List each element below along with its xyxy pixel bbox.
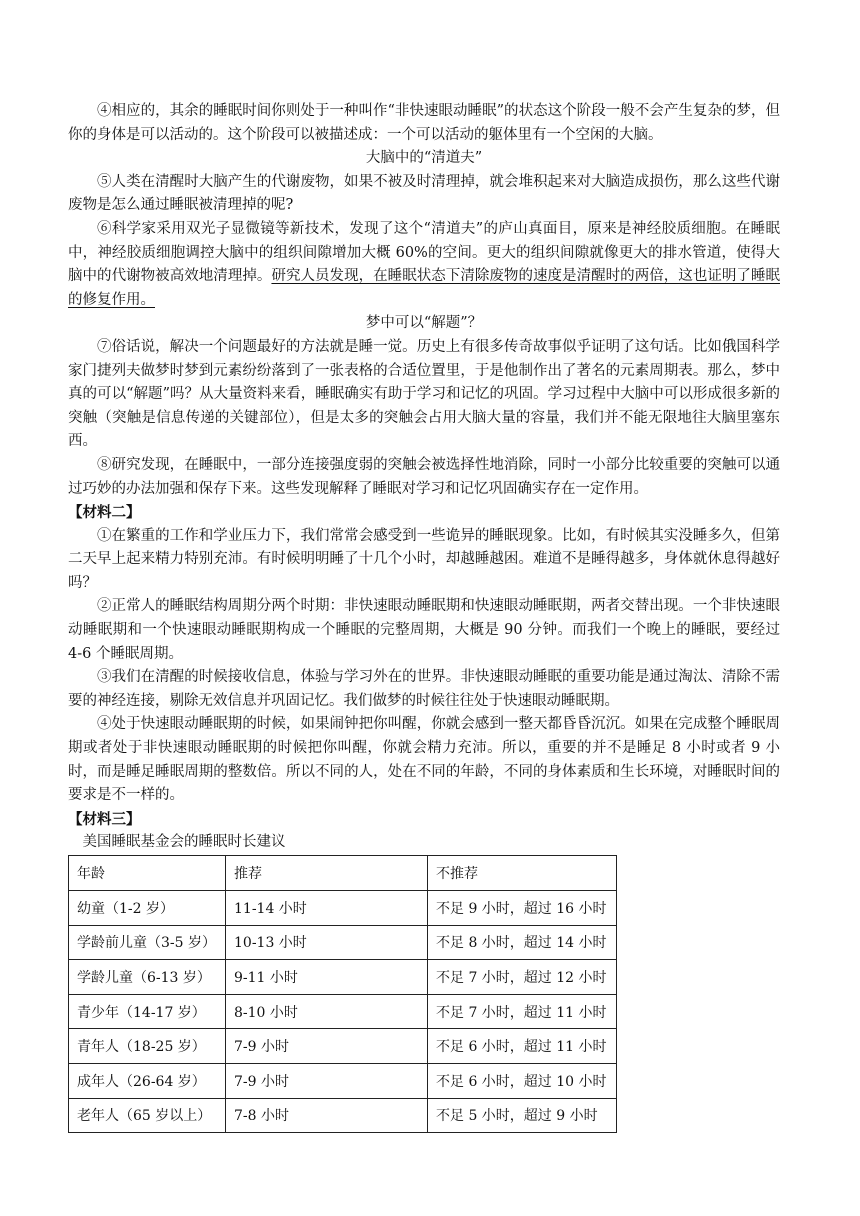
document-page xyxy=(68,100,780,1133)
table-cell: 学龄前儿童（3-5 岁） xyxy=(69,925,226,960)
material-two-paragraph-2: ②正常人的睡眠结构周期分两个时期：非快速眼动睡眠期和快速眼动睡眠期，两者交替出现。一个非快速眼动睡眠期和一个快速眼动睡眠期构成一个睡眠的完整周期，大概是 90 分钟。而我们一个晚上的睡眠，要经过 4-6 个睡眠周期。 xyxy=(68,598,780,662)
section-heading-dream: 梦中可以“解题”？ xyxy=(365,315,483,332)
table-header-cell: 不推荐 xyxy=(428,856,617,891)
paragraph-5: ⑤人类在清醒时大脑产生的代谢废物，如果不被及时清理掉，就会堆积起来对大脑造成损伤，那么这些代谢废物是怎么通过睡眠被清理掉的呢? xyxy=(68,173,780,214)
table-header-row xyxy=(69,856,617,891)
material-two-paragraph-4: ④处于快速眼动睡眠期的时候，如果闹钟把你叫醒，你就会感到一整天都昏昏沉沉。如果在完成整个睡眠周期或者处于非快速眼动睡眠期的时候把你叫醒，你就会精力充沛。所以，重要的并不是睡足 8 小时或者 9 小时，而是睡足睡眠周期的整数倍。所以不同的人，处在不同的年龄，不同的身体素质和生长环境，对睡眠时间的要求是不一样的。 xyxy=(68,716,780,804)
table-cell: 7-9 小时 xyxy=(226,1063,428,1098)
table-cell: 10-13 小时 xyxy=(226,925,428,960)
paragraph-7: ⑦俗话说，解决一个问题最好的方法就是睡一觉。历史上有很多传奇故事似乎证明了这句话。比如俄国科学家门捷列夫做梦时梦到元素纷纷落到了一张表格的合适位置里，于是他制作出了著名的元素周期表。那么，梦中真的可以“解题”吗？从大量资料来看，睡眠确实有助于学习和记忆的巩固。学习过程中大脑中可以形成很多新的突触（突触是信息传递的关键部位），但是太多的突触会占用大脑大量的容量，我们并不能无限地往大脑里塞东西。 xyxy=(68,338,780,450)
table-cell: 青年人（18-25 岁） xyxy=(69,1029,226,1064)
material-two-label: 【材料二】 xyxy=(68,504,141,522)
table-header-cell: 年龄 xyxy=(69,856,226,891)
table-cell: 不足 7 小时，超过 12 小时 xyxy=(428,960,617,995)
material-two-paragraph-1: ①在繁重的工作和学业压力下，我们常常会感受到一些诡异的睡眠现象。比如，有时候其实没睡多久，但第二天早上起来精力特别充沛。有时候明明睡了十几个小时，却越睡越困。难道不是睡得越多，身体就休息得越好吗？ xyxy=(68,527,780,591)
paragraph-8: ⑧研究发现，在睡眠中，一部分连接强度弱的突触会被选择性地消除，同时一小部分比较重要的突触可以通过巧妙的办法加强和保存下来。这些发现解释了睡眠对学习和记忆巩固确实存在一定作用。 xyxy=(68,456,780,497)
table-cell: 不足 7 小时，超过 11 小时 xyxy=(428,994,617,1029)
material-two-paragraph-3: ③我们在清醒的时候接收信息，体验与学习外在的世界。非快速眼动睡眠的重要功能是通过淘汰、清除不需要的神经连接，剔除无效信息并巩固记忆。我们做梦的时候往往处于快速眼动睡眠期。 xyxy=(68,669,780,709)
table-row xyxy=(69,960,617,995)
table-row xyxy=(69,891,617,926)
table-cell: 不足 8 小时，超过 14 小时 xyxy=(428,925,617,960)
table-row xyxy=(69,925,617,960)
table-cell: 8-10 小时 xyxy=(226,994,428,1029)
table-cell: 成年人（26-64 岁） xyxy=(69,1063,226,1098)
paragraph-6-text: ⑥科学家采用双光子显微镜等新技术，发现了这个“清道夫”的庐山真面目，原来是神经胶质细胞。在睡眠中，神经胶质细胞调控大脑中的组织间隙增加大概 60%的空间。更大的组织间隙就像更大的排水管道，使得大脑中的代谢物被高效地清理掉。 xyxy=(68,220,780,285)
table-cell: 11-14 小时 xyxy=(226,891,428,926)
table-cell: 9-11 小时 xyxy=(226,960,428,995)
paragraph-4: ④相应的，其余的睡眠时间你则处于一种叫作“非快速眼动睡眠”的状态这个阶段一般不会产生复杂的梦，但你的身体是可以活动的。这个阶段可以被描述成：一个可以活动的躯体里有一个空闲的大脑。 xyxy=(68,103,780,143)
section-heading-cleaner: 大脑中的“清道夫” xyxy=(365,150,483,167)
underlined-sentence: 研究人员发现，在睡眠状态下清除废物的速度是清醒时的两倍，这也证明了睡眠的修复作用。 xyxy=(68,268,780,308)
paragraph-6 xyxy=(68,218,780,312)
table-cell: 7-9 小时 xyxy=(226,1029,428,1064)
table-cell: 7-8 小时 xyxy=(226,1098,428,1133)
table-cell: 不足 9 小时，超过 16 小时 xyxy=(428,891,617,926)
table-row xyxy=(69,1063,617,1098)
table-row xyxy=(69,1029,617,1064)
table-title: 美国睡眠基金会的睡眠时长建议 xyxy=(82,834,286,851)
table-cell: 青少年（14-17 岁） xyxy=(69,994,226,1029)
table-cell: 幼童（1-2 岁） xyxy=(69,891,226,926)
material-three-label: 【材料三】 xyxy=(68,810,141,828)
table-row xyxy=(69,1098,617,1133)
table-cell: 不足 5 小时，超过 9 小时 xyxy=(428,1098,617,1133)
table-cell: 老年人（65 岁以上） xyxy=(69,1098,226,1133)
table-cell: 不足 6 小时，超过 11 小时 xyxy=(428,1029,617,1064)
table-row xyxy=(69,994,617,1029)
sleep-duration-table xyxy=(68,855,617,1133)
table-cell: 学龄儿童（6-13 岁） xyxy=(69,960,226,995)
table-cell: 不足 6 小时，超过 10 小时 xyxy=(428,1063,617,1098)
table-header-cell: 推荐 xyxy=(226,856,428,891)
